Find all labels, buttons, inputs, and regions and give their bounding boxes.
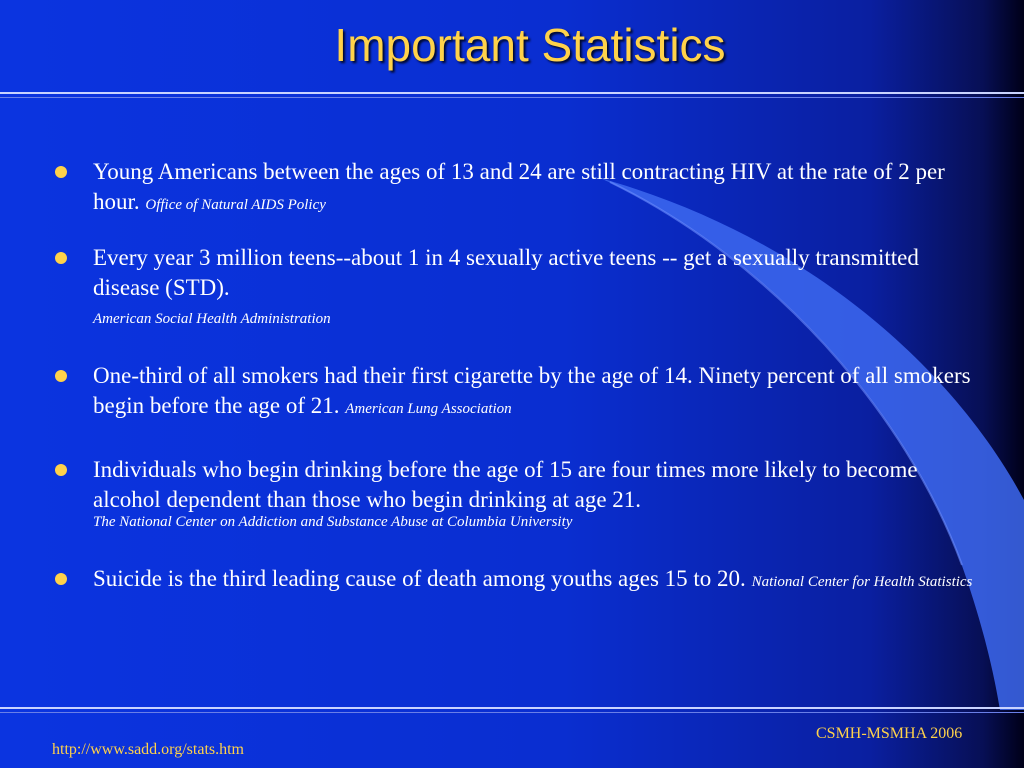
bullet-source: American Social Health Administration (93, 311, 331, 327)
footer-divider (0, 707, 1024, 709)
list-item: Young Americans between the ages of 13 and 24 are still contracting HIV at the rate of 2 per hour. Office of Natural AIDS Policy (93, 159, 945, 214)
slide-title: Important Statistics (334, 19, 726, 71)
list-item: One-third of all smokers had their first cigarette by the age of 14. Ninety percent of all smokers begin before the age of 21. American Lung Association (93, 363, 971, 418)
bullet-source: American Lung Association (345, 401, 512, 417)
footer-credit: CSMH-MSMHA 2006 (816, 725, 963, 742)
bullet-text: Every year 3 million teens--about 1 in 4 sexually active teens -- get a sexually transmitted disease (STD). (93, 245, 919, 300)
bullet-marker (55, 573, 67, 585)
bullet-source: National Center for Health Statistics (751, 574, 973, 590)
bullet-marker (55, 370, 67, 382)
bullet-text: Suicide is the third leading cause of death among youths ages 15 to 20. (93, 566, 746, 591)
bullet-marker (55, 252, 67, 264)
bullet-text: Young Americans between the ages of 13 and 24 are still contracting HIV at the rate of 2 per hour (93, 159, 945, 214)
footer-url: http://www.sadd.org/stats.htm (52, 741, 244, 758)
bullet-marker (55, 464, 67, 476)
bullet-text: Individuals who begin drinking before the age of 15 are four times more likely to become alcohol dependent than those who begin drinking at age 21. (93, 457, 918, 512)
footer-divider-thin (0, 712, 1024, 713)
list-item (93, 243, 988, 329)
bullet-source: Office of Natural AIDS Policy (145, 197, 326, 213)
bullet-text: One-third of all smokers had their first cigarette by the age of 14. Ninety percent of all smokers begin before the age of 21 (93, 363, 971, 418)
bullet-source: The National Center on Addiction and Substance Abuse at Columbia University (93, 514, 573, 530)
list-item (93, 564, 988, 597)
list-item (93, 455, 988, 531)
bullet-marker (55, 166, 67, 178)
